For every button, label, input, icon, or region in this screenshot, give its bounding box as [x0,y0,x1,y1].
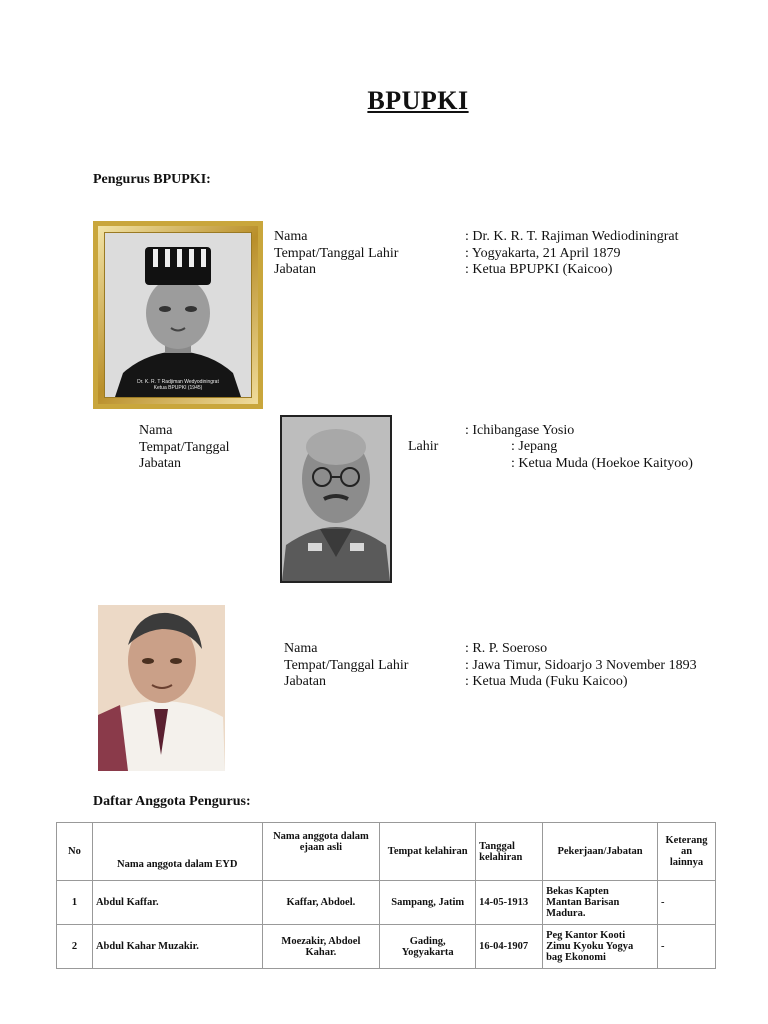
cell-asli: Kaffar, Abdoel. [262,881,380,925]
cell-asli-line2: Kahar. [305,946,337,958]
cell-pekerjaan-line2: Zimu Kyoku Yogya [546,941,634,952]
page-title: BPUPKI [367,86,469,115]
photo-caption-name: Dr. K. R. T Radjiman Wedyodiningrat [137,379,219,385]
header-tanggal-line1: Tanggal [479,840,515,852]
person2-ttl: : Jepang [511,439,558,454]
cell-pekerjaan-line1: Bekas Kapten [546,886,609,897]
cell-tanggal: 14-05-1913 [476,881,543,925]
person1-labels [274,229,398,279]
person3-labels [284,641,408,691]
cell-tanggal: 16-04-1907 [476,925,543,969]
cell-pekerjaan-line3: bag Ekonomi [546,952,606,963]
table-header-row [57,823,716,881]
label-nama: Nama [284,641,318,656]
cell-asli [262,925,380,969]
label-jabatan: Jabatan [274,262,316,277]
photo-rajiman [93,221,263,409]
header-tanggal-line2: kelahiran [479,851,523,863]
person2-labels [139,423,230,473]
cell-no: 2 [57,925,93,969]
photo-caption-role: Ketua BPUPKI (1945) [153,385,203,391]
photo-soeroso [98,605,225,771]
header-keterangan [657,823,715,881]
header-nama-eyd: Nama anggota dalam EYD [92,823,262,881]
photo-ichibangase [280,415,392,583]
label-jabatan: Jabatan [284,674,326,689]
portrait-soeroso [98,605,225,771]
cell-pekerjaan-line2: Mantan Barisan [546,897,620,908]
cell-ket: - [657,925,715,969]
person3-jabatan: : Ketua Muda (Fuku Kaicoo) [465,674,628,689]
table-row [57,881,716,925]
label-ttl: Tempat/Tanggal Lahir [284,657,409,673]
portrait-ichibangase [282,417,390,581]
cell-eyd: Abdul Kahar Muzakir. [92,925,262,969]
person3-ttl: : Jawa Timur, Sidoarjo 3 November 1893 [465,657,697,673]
portrait-rajiman [105,233,251,397]
header-no: No [57,823,93,881]
pengurus-heading: Pengurus BPUPKI: [93,172,211,187]
person1-values [465,229,679,279]
cell-pekerjaan-line1: Peg Kantor Kooti [546,930,626,941]
label-ttl-part1: Tempat/Tanggal [139,439,230,455]
person1-jabatan: : Ketua BPUPKI (Kaicoo) [465,262,613,277]
person3-values [465,641,697,691]
cell-ket: - [657,881,715,925]
header-tempat: Tempat kelahiran [380,823,476,881]
cell-eyd: Abdul Kaffar. [92,881,262,925]
person2-jabatan: : Ketua Muda (Hoekoe Kaityoo) [511,456,693,471]
cell-tempat-line1: Gading, [409,935,446,947]
daftar-heading: Daftar Anggota Pengurus: [93,794,251,809]
label-jabatan: Jabatan [139,456,181,471]
person1-ttl: : Yogyakarta, 21 April 1879 [465,245,621,261]
cell-tempat [380,925,476,969]
header-ket-line2: an [680,846,693,857]
cell-tempat: Sampang, Jatim [380,881,476,925]
label-nama: Nama [274,229,308,244]
header-tanggal [476,823,543,881]
cell-asli-line1: Moezakir, Abdoel [281,935,361,947]
header-nama-asli-line1: Nama anggota dalam [273,831,369,842]
members-table [56,822,716,969]
label-ttl: Tempat/Tanggal Lahir [274,245,399,261]
person3-nama: : R. P. Soeroso [465,641,548,656]
label-ttl-part2: Lahir [408,439,439,454]
person2-nama: : Ichibangase Yosio [465,423,575,438]
header-pekerjaan: Pekerjaan/Jabatan [543,823,658,881]
header-nama-asli-line2: ejaan asli [299,842,343,853]
cell-tempat-line2: Yogyakarta [401,946,454,958]
cell-pekerjaan [543,925,658,969]
header-ket-line3: lainnya [669,857,704,868]
cell-pekerjaan [543,881,658,925]
person1-nama: : Dr. K. R. T. Rajiman Wediodiningrat [465,229,679,244]
cell-pekerjaan-line3: Madura. [546,908,586,919]
table-row [57,925,716,969]
header-ket-line1: Keterang [665,835,708,846]
cell-no: 1 [57,881,93,925]
header-nama-asli [262,823,380,881]
label-nama: Nama [139,423,173,438]
